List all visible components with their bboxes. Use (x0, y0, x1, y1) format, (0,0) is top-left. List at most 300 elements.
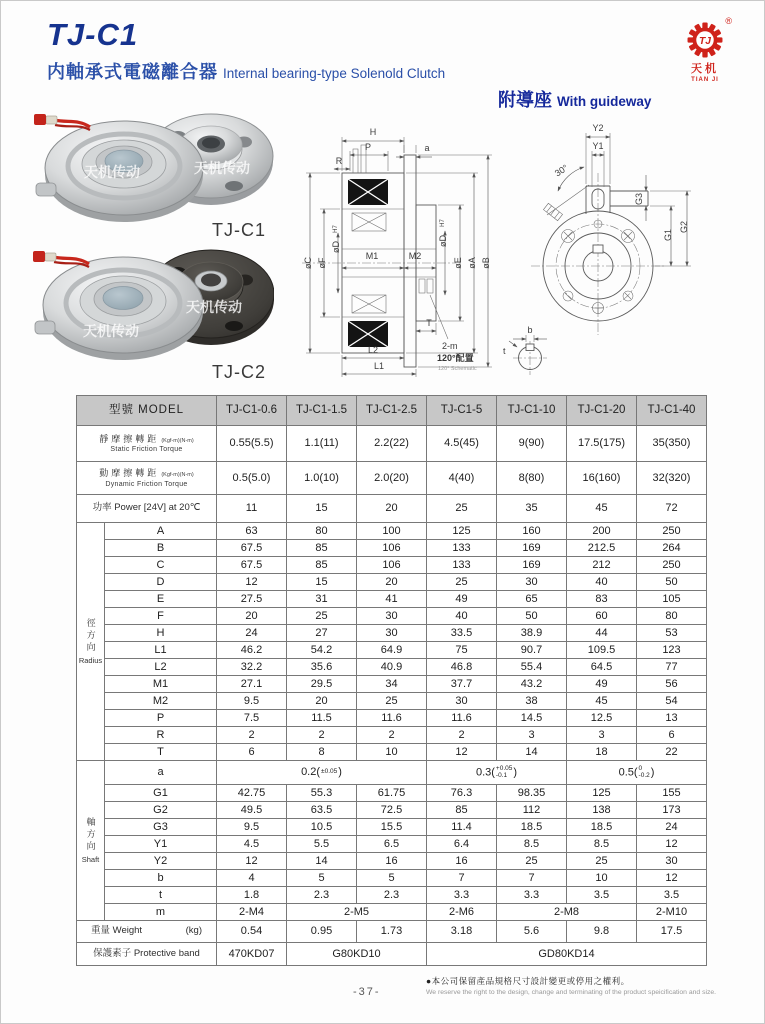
table-row (77, 574, 707, 591)
value-cell: 46.2 (217, 642, 287, 659)
value-cell: 16(160) (567, 462, 637, 495)
value-cell: 64.5 (567, 659, 637, 676)
model-header-row (77, 396, 707, 426)
protective-band-row (77, 943, 707, 966)
value-cell: 4 (217, 870, 287, 887)
value-cell: 14.5 (497, 710, 567, 727)
value-cell: 1.1(11) (287, 426, 357, 462)
value-cell: 12 (427, 744, 497, 761)
table-row (77, 540, 707, 557)
value-cell: 35 (497, 495, 567, 523)
value-cell: 2.3 (287, 887, 357, 904)
value-cell: 90.7 (497, 642, 567, 659)
value-cell: 8 (287, 744, 357, 761)
value-cell: 18.5 (567, 819, 637, 836)
value-cell: 173 (637, 802, 707, 819)
value-cell: 16 (357, 853, 427, 870)
value-cell: 15 (287, 574, 357, 591)
value-cell: 2.2(22) (357, 426, 427, 462)
dim-label-cell: a (105, 761, 217, 785)
value-cell: 2 (357, 727, 427, 744)
value-cell: 125 (427, 523, 497, 540)
dim-a: a (424, 143, 430, 153)
value-cell: 20 (217, 608, 287, 625)
value-cell: 55.3 (287, 785, 357, 802)
value-cell: 45 (567, 693, 637, 710)
dim-label-cell: m (105, 904, 217, 921)
value-cell: 250 (637, 523, 707, 540)
value-cell: 98.35 (497, 785, 567, 802)
value-cell: 9.8 (567, 921, 637, 943)
table-row (77, 710, 707, 727)
label-zh: 重量 (91, 925, 111, 937)
registered-mark: ® (725, 16, 732, 26)
value-cell: 6.5 (357, 836, 427, 853)
table-row (77, 802, 707, 819)
value-cell: 43.2 (497, 676, 567, 693)
table-row (77, 523, 707, 540)
dim-label-cell: D (105, 574, 217, 591)
dim-b: b (527, 325, 533, 335)
static-torque-row (77, 426, 707, 462)
value-cell: 9.5 (217, 819, 287, 836)
value-cell: 30 (637, 853, 707, 870)
value-cell: 6.4 (427, 836, 497, 853)
value-cell: 6 (637, 727, 707, 744)
value-cell: G80KD10 (287, 943, 427, 966)
value-cell: 2 (217, 727, 287, 744)
table-row (77, 625, 707, 642)
tolerance-row (77, 761, 707, 785)
value-cell: 27.1 (217, 676, 287, 693)
value-cell: 32.2 (217, 659, 287, 676)
fit-H7: H7 (333, 225, 339, 233)
watermark: 天机传动 (83, 323, 139, 339)
value-cell: 54 (637, 693, 707, 710)
front-drawing (495, 111, 759, 401)
label-unit: (kg) (185, 925, 202, 937)
value-cell: 5.5 (287, 836, 357, 853)
value-cell: 20 (287, 693, 357, 710)
value-cell: 9(90) (497, 426, 567, 462)
value-cell: 3.3 (427, 887, 497, 904)
value-cell: GD80KD14 (427, 943, 707, 966)
row-label-cell (77, 921, 217, 943)
value-cell: 25 (357, 693, 427, 710)
page-subtitle (47, 58, 445, 84)
dia-E: øE (453, 257, 463, 269)
row-label-cell: 功率 Power [24V] at 20℃ (77, 495, 217, 523)
value-cell: 155 (637, 785, 707, 802)
group-zh: 軸方向 (85, 816, 96, 853)
value-cell: 4.5(45) (427, 426, 497, 462)
value-cell: 63 (217, 523, 287, 540)
value-cell: 0.55(5.5) (217, 426, 287, 462)
dia-A: øA (467, 257, 477, 269)
model-cell: TJ-C1-0.6 (217, 396, 287, 426)
value-cell: 12.5 (567, 710, 637, 727)
value-cell: 63.5 (287, 802, 357, 819)
row-label-cell (77, 462, 217, 495)
value-cell: 3.18 (427, 921, 497, 943)
dim-Y2: Y2 (592, 123, 604, 133)
product-photo-tjc1 (28, 111, 274, 225)
footnote-english: We reserve the right to the design, change and terminating of the product speicification and size. (426, 989, 717, 996)
table-row (77, 727, 707, 744)
label-en: Protective band (133, 947, 200, 959)
dim-label-cell: G1 (105, 785, 217, 802)
value-cell: 40 (567, 574, 637, 591)
value-cell: 14 (287, 853, 357, 870)
dim-label-cell: M2 (105, 693, 217, 710)
value-cell: 53 (637, 625, 707, 642)
dim-L1: L1 (373, 361, 385, 371)
value-cell: 8.5 (497, 836, 567, 853)
watermark: 天机传动 (84, 164, 140, 180)
dim-G2: G2 (679, 220, 689, 234)
value-cell: 54.2 (287, 642, 357, 659)
value-cell: 3.5 (637, 887, 707, 904)
dim-G3: G3 (634, 192, 644, 206)
value-cell: 55.4 (497, 659, 567, 676)
tolerance-cell: 0.3( +0.05 -0.1 ) (427, 761, 567, 785)
value-cell: 29.5 (287, 676, 357, 693)
dim-Y1: Y1 (592, 141, 604, 151)
footnote-chinese: ●本公司保留產品規格尺寸設計變更或停用之權利。 (426, 976, 630, 986)
rotor-disc (35, 257, 203, 360)
dim-label-cell: Y2 (105, 853, 217, 870)
value-cell: 123 (637, 642, 707, 659)
value-cell: 200 (567, 523, 637, 540)
value-cell: 10 (357, 744, 427, 761)
value-cell: 5.6 (497, 921, 567, 943)
value-cell: 25 (427, 574, 497, 591)
dim-label-cell: E (105, 591, 217, 608)
value-cell: 25 (567, 853, 637, 870)
watermark: 天机传动 (194, 160, 250, 176)
value-cell: 17.5 (637, 921, 707, 943)
value-cell: 7 (427, 870, 497, 887)
table-row (77, 887, 707, 904)
value-cell: 2 (287, 727, 357, 744)
value-cell: 50 (497, 608, 567, 625)
value-cell: 3 (567, 727, 637, 744)
dim-label-cell: R (105, 727, 217, 744)
label-zh: 動摩擦轉距 (99, 468, 160, 479)
value-cell: 1.8 (217, 887, 287, 904)
angle-30: 30° (552, 162, 570, 179)
value-cell: 8(80) (497, 462, 567, 495)
photo-label-tjc2: TJ-C2 (212, 362, 266, 382)
dim-label-cell: C (105, 557, 217, 574)
dia-D-right: øD (438, 235, 448, 247)
value-cell: 2-M8 (497, 904, 637, 921)
value-cell: 2-M5 (287, 904, 427, 921)
photo-label-tjc1: TJ-C1 (212, 220, 266, 240)
value-cell: 0.5(5.0) (217, 462, 287, 495)
value-cell: 1.0(10) (287, 462, 357, 495)
value-cell: 3.3 (497, 887, 567, 904)
value-cell: 18.5 (497, 819, 567, 836)
watermark: 天机传动 (186, 299, 242, 315)
label-en: Weight (112, 925, 143, 937)
table-row (77, 693, 707, 710)
dim-label-cell: L2 (105, 659, 217, 676)
value-cell: 106 (357, 557, 427, 574)
value-cell: 169 (497, 540, 567, 557)
label-unit: (Kgf-m)(N-m) (161, 472, 194, 479)
value-cell: 83 (567, 591, 637, 608)
value-cell: 40 (427, 608, 497, 625)
value-cell: 60 (567, 608, 637, 625)
dim-M2: M2 (408, 251, 422, 261)
value-cell: 7.5 (217, 710, 287, 727)
table-row (77, 819, 707, 836)
thread-row (77, 904, 707, 921)
value-cell: 12 (637, 836, 707, 853)
logo-name-english: TIAN JI (691, 77, 719, 83)
value-cell: 38 (497, 693, 567, 710)
value-cell: 25 (497, 853, 567, 870)
value-cell: 65 (497, 591, 567, 608)
page-title: TJ-C1 (47, 17, 139, 52)
value-cell: 15.5 (357, 819, 427, 836)
arrangement-en: 120° Schematic (438, 366, 477, 372)
value-cell: 45 (567, 495, 637, 523)
value-cell: 4.5 (217, 836, 287, 853)
page-number: -37- (353, 986, 381, 998)
value-cell: 3.5 (567, 887, 637, 904)
subtitle-english: Internal bearing-type Solenold Clutch (223, 66, 446, 81)
row-label-cell (77, 426, 217, 462)
dim-label-cell: T (105, 744, 217, 761)
value-cell: 2.0(20) (357, 462, 427, 495)
clutch-section-body (342, 145, 436, 367)
dim-label-cell: Y1 (105, 836, 217, 853)
value-cell: 72 (637, 495, 707, 523)
table-row (77, 591, 707, 608)
table-row (77, 557, 707, 574)
table-row (77, 608, 707, 625)
value-cell: 85 (287, 540, 357, 557)
value-cell: 3 (497, 727, 567, 744)
value-cell: 250 (637, 557, 707, 574)
value-cell: 31 (287, 591, 357, 608)
dim-label-cell: b (105, 870, 217, 887)
model-cell: TJ-C1-20 (567, 396, 637, 426)
value-cell: 9.5 (217, 693, 287, 710)
value-cell: 11 (217, 495, 287, 523)
dim-R: R (335, 156, 343, 166)
dim-label-cell: P (105, 710, 217, 727)
value-cell: 41 (357, 591, 427, 608)
value-cell: 20 (357, 495, 427, 523)
value-cell: 56 (637, 676, 707, 693)
row-label-cell (77, 943, 217, 966)
value-cell: 15 (287, 495, 357, 523)
dim-label-cell: F (105, 608, 217, 625)
value-cell: 14 (497, 744, 567, 761)
value-cell: 44 (567, 625, 637, 642)
gear-logo-icon (686, 21, 724, 59)
value-cell: 11.6 (357, 710, 427, 727)
group-en: Shaft (81, 854, 100, 864)
logo-monogram: TJ (699, 35, 711, 47)
model-cell: TJ-C1-10 (497, 396, 567, 426)
power-row (77, 495, 707, 523)
value-cell: 67.5 (217, 540, 287, 557)
value-cell: 470KD07 (217, 943, 287, 966)
guideway-chinese: 附導座 (498, 90, 552, 110)
value-cell: 2-M4 (217, 904, 287, 921)
value-cell: 30 (357, 608, 427, 625)
power-wire (34, 114, 90, 130)
dim-T: T (426, 318, 432, 328)
value-cell: 12 (217, 574, 287, 591)
value-cell: 46.8 (427, 659, 497, 676)
dynamic-torque-row (77, 462, 707, 495)
value-cell: 5 (357, 870, 427, 887)
value-cell: 32(320) (637, 462, 707, 495)
value-cell: 49 (567, 676, 637, 693)
table-row (77, 676, 707, 693)
value-cell: 17.5(175) (567, 426, 637, 462)
dim-label-cell: G2 (105, 802, 217, 819)
arrangement-zh: 120°配置 (437, 353, 474, 363)
value-cell: 49.5 (217, 802, 287, 819)
dim-M1: M1 (365, 251, 379, 261)
value-cell: 212 (567, 557, 637, 574)
group-zh: 徑方向 (85, 617, 96, 654)
dim-H: H (369, 127, 377, 137)
label-unit: (Kgf-m)(N-m) (161, 437, 194, 444)
tolerance-cell: 0.5( 0 -0.2 ) (567, 761, 707, 785)
weight-row (77, 921, 707, 943)
shaft-group-cell (77, 761, 105, 921)
value-cell: 2 (427, 727, 497, 744)
radius-group-cell (77, 523, 105, 761)
value-cell: 25 (287, 608, 357, 625)
power-wire (33, 251, 89, 267)
value-cell: 75 (427, 642, 497, 659)
value-cell: 76.3 (427, 785, 497, 802)
value-cell: 133 (427, 540, 497, 557)
dim-G1: G1 (663, 228, 673, 242)
dim-label-cell: B (105, 540, 217, 557)
value-cell: 12 (637, 870, 707, 887)
value-cell: 100 (357, 523, 427, 540)
value-cell: 10.5 (287, 819, 357, 836)
value-cell: 49 (427, 591, 497, 608)
label-en: Dynamic Friction Torque (105, 480, 188, 488)
value-cell: 169 (497, 557, 567, 574)
value-cell: 18 (567, 744, 637, 761)
product-photo-tjc2 (26, 244, 274, 362)
dim-label-cell: A (105, 523, 217, 540)
guideway-english: With guideway (557, 94, 652, 109)
clutch-front-view (531, 162, 665, 335)
value-cell: 77 (637, 659, 707, 676)
value-cell: 37.7 (427, 676, 497, 693)
dia-C: øC (303, 257, 313, 269)
table-row (77, 870, 707, 887)
label-en: Static Friction Torque (110, 446, 183, 454)
value-cell: 80 (637, 608, 707, 625)
value-cell: 40.9 (357, 659, 427, 676)
value-cell: 27.5 (217, 591, 287, 608)
value-cell: 12 (217, 853, 287, 870)
value-cell: 35.6 (287, 659, 357, 676)
table-row (77, 659, 707, 676)
value-cell: 7 (497, 870, 567, 887)
value-cell: 264 (637, 540, 707, 557)
value-cell: 109.5 (567, 642, 637, 659)
model-cell: TJ-C1-5 (427, 396, 497, 426)
model-cell: TJ-C1-1.5 (287, 396, 357, 426)
value-cell: 85 (287, 557, 357, 574)
value-cell: 1.73 (357, 921, 427, 943)
dia-B: øB (481, 257, 491, 269)
label-zh: 靜摩擦轉距 (99, 433, 160, 444)
value-cell: 5 (287, 870, 357, 887)
value-cell: 38.9 (497, 625, 567, 642)
value-cell: 30 (357, 625, 427, 642)
value-cell: 10 (567, 870, 637, 887)
dim-label-cell: M1 (105, 676, 217, 693)
value-cell: 67.5 (217, 557, 287, 574)
value-cell: 85 (427, 802, 497, 819)
value-cell: 0.95 (287, 921, 357, 943)
value-cell: 106 (357, 540, 427, 557)
table-row (77, 853, 707, 870)
value-cell: 133 (427, 557, 497, 574)
value-cell: 24 (637, 819, 707, 836)
dim-L2: L2 (367, 345, 379, 355)
fit-H7: H7 (440, 219, 446, 227)
value-cell: 2-M10 (637, 904, 707, 921)
dia-F: øF (317, 257, 327, 269)
value-cell: 138 (567, 802, 637, 819)
group-en: Radius (78, 655, 103, 665)
value-cell: 160 (497, 523, 567, 540)
value-cell: 24 (217, 625, 287, 642)
value-cell: 35(350) (637, 426, 707, 462)
model-header-cell: 型號 MODEL (77, 396, 217, 426)
value-cell: 72.5 (357, 802, 427, 819)
guideway-note (498, 86, 651, 112)
model-cell: TJ-C1-40 (637, 396, 707, 426)
value-cell: 11.4 (427, 819, 497, 836)
value-cell: 30 (497, 574, 567, 591)
logo-name-chinese: 天机 (691, 63, 719, 75)
value-cell: 50 (637, 574, 707, 591)
value-cell: 8.5 (567, 836, 637, 853)
value-cell: 212.5 (567, 540, 637, 557)
value-cell: 33.5 (427, 625, 497, 642)
dia-D-left: øD (331, 241, 341, 253)
value-cell: 30 (427, 693, 497, 710)
value-cell: 22 (637, 744, 707, 761)
dim-label-cell: L1 (105, 642, 217, 659)
value-cell: 105 (637, 591, 707, 608)
bolt-note: 2-m (442, 341, 458, 351)
shaft-keyway-detail (503, 325, 547, 375)
value-cell: 80 (287, 523, 357, 540)
label-zh: 保護素子 (93, 947, 132, 959)
value-cell: 42.75 (217, 785, 287, 802)
value-cell: 2-M6 (427, 904, 497, 921)
value-cell: 20 (357, 574, 427, 591)
